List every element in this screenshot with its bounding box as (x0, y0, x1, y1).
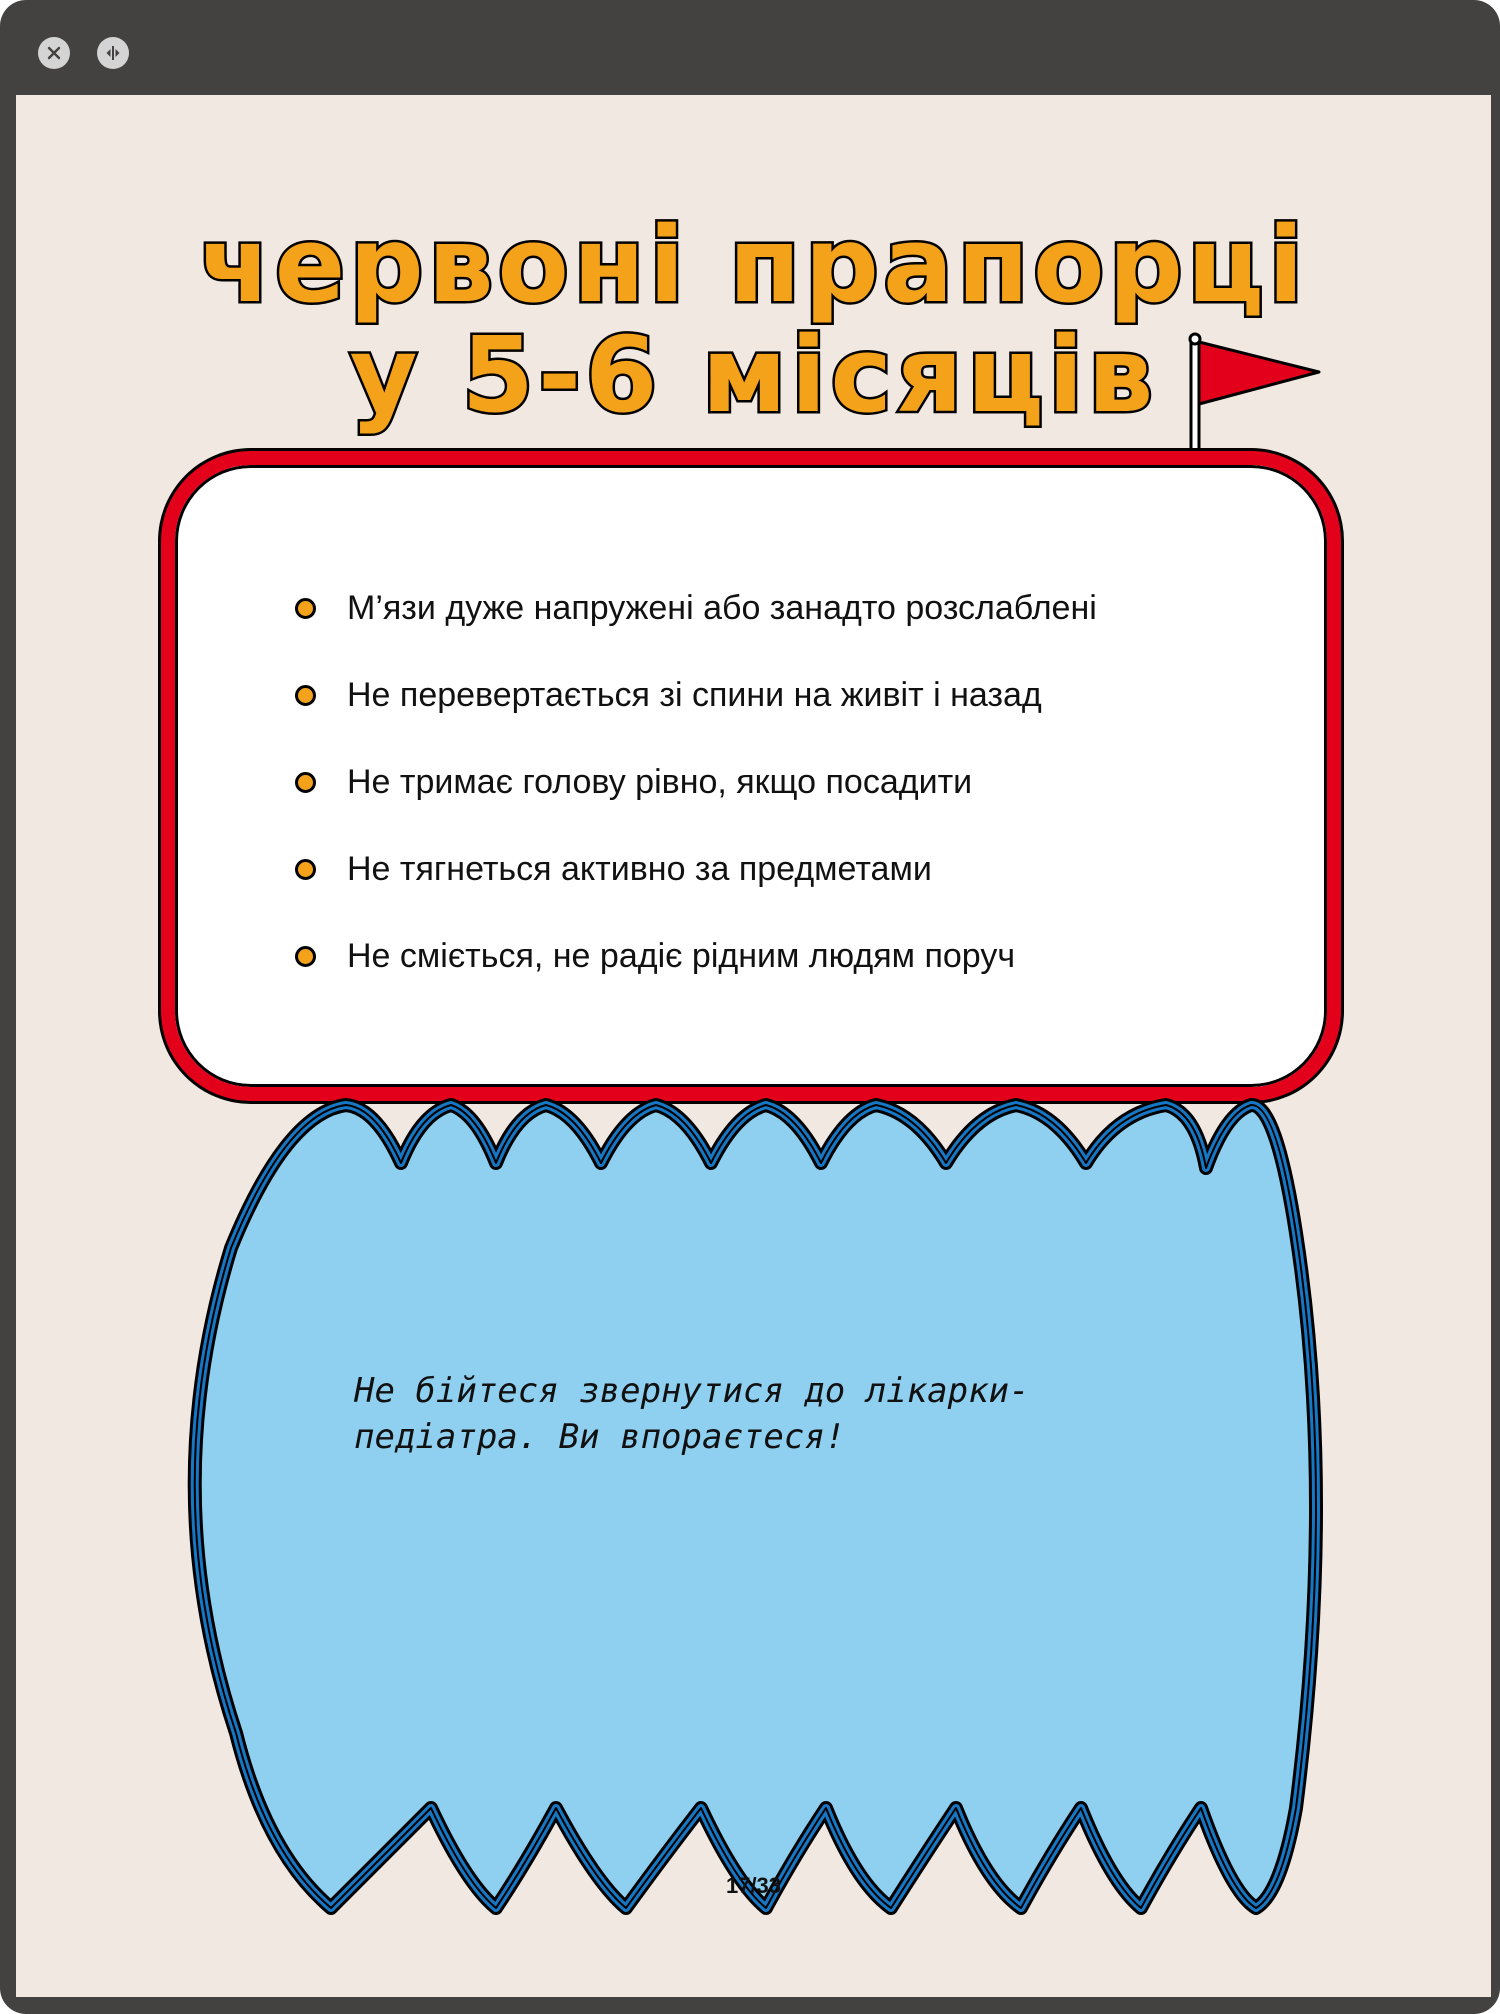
sidebar-toggle-button[interactable] (97, 37, 129, 69)
title-bar (0, 0, 1500, 95)
title-line-1: червоні прапорці (199, 204, 1308, 326)
list-item-text: Не сміється, не радіє рідним людям поруч (347, 937, 1016, 975)
red-flags-list (295, 565, 1097, 1000)
title-line-2: у 5-6 місяців (349, 314, 1158, 436)
reassurance-note: Не бійтеся звернутися до лікарки- педіатра. Ви впораєтеся! (354, 1371, 1030, 1457)
bullet-icon (295, 685, 316, 706)
sidebar-toggle-icon (104, 44, 122, 62)
list-item-text: Не тримає голову рівно, якщо посадити (347, 763, 973, 801)
document-page (16, 95, 1491, 1997)
list-item (295, 739, 1097, 826)
bullet-icon (295, 946, 316, 967)
list-item (295, 913, 1097, 1000)
list-item-text: Не тягнеться активно за предметами (347, 850, 932, 888)
cloud-shape (156, 1093, 1356, 1933)
list-item (295, 826, 1097, 913)
close-icon (46, 45, 62, 61)
bullet-icon (295, 598, 316, 619)
list-item-text: М’язи дуже напружені або занадто розслаблені (347, 589, 1097, 627)
list-item (295, 565, 1097, 652)
bullet-icon (295, 859, 316, 880)
bullet-icon (295, 772, 316, 793)
page-number: 17/33 (725, 1873, 782, 1898)
list-item (295, 652, 1097, 739)
close-button[interactable] (38, 37, 70, 69)
red-flags-card (161, 451, 1341, 1101)
list-item-text: Не перевертається зі спини на живіт і назад (347, 676, 1042, 714)
